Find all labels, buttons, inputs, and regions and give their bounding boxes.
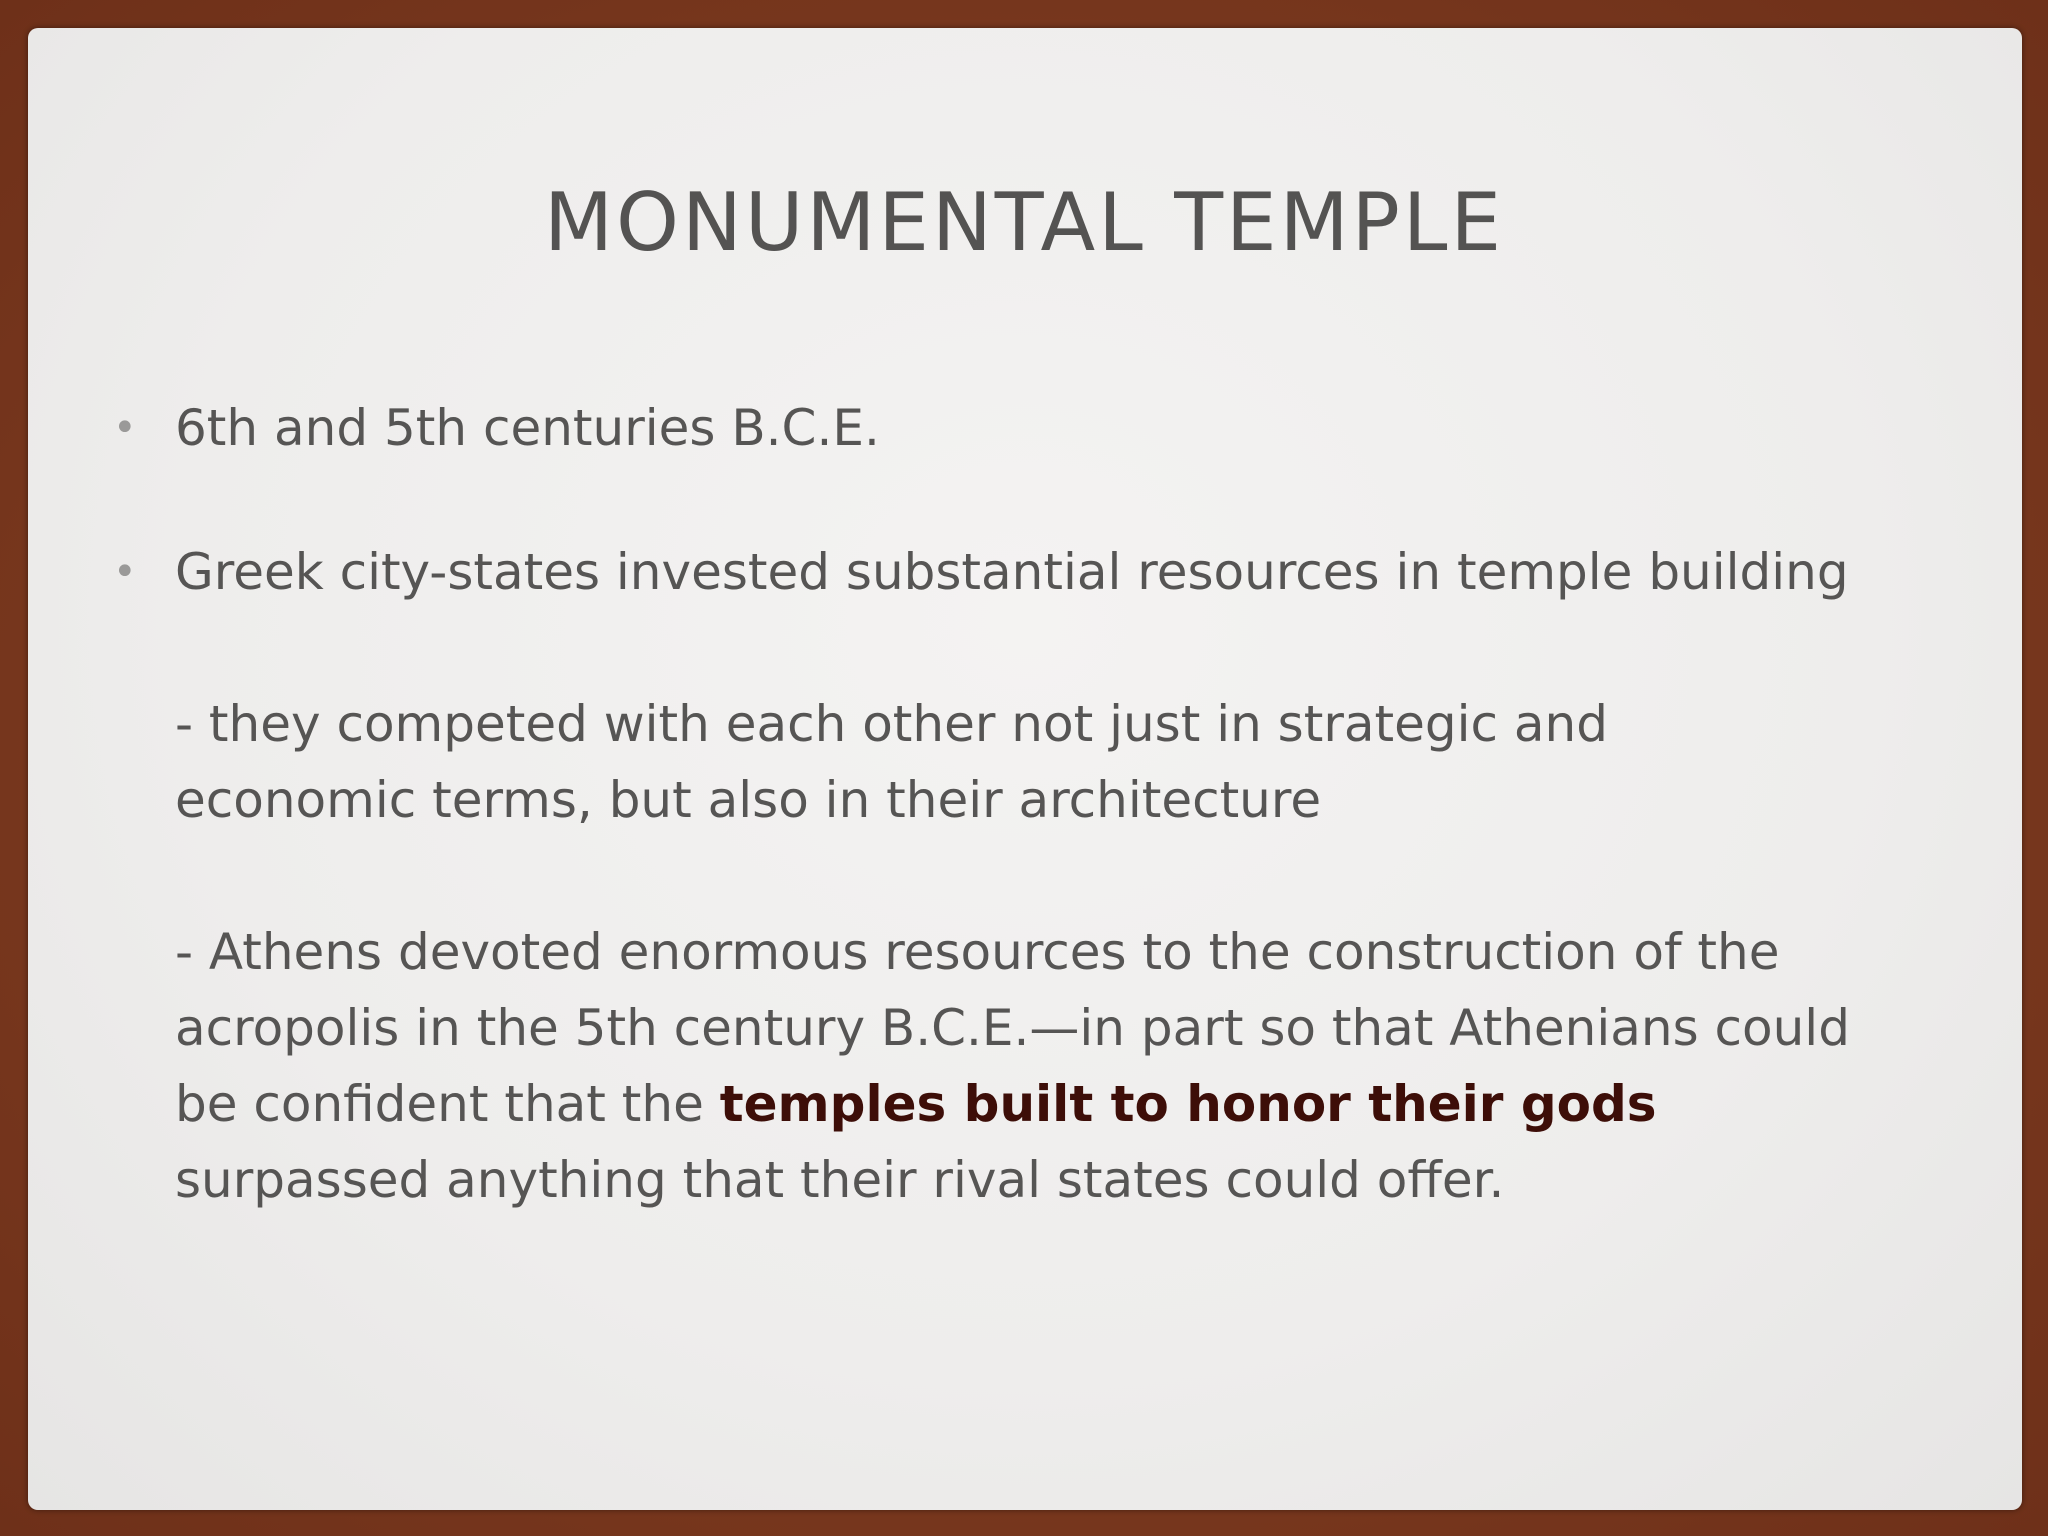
sub-point-text: - they competed with each other not just in strategic and economic terms, but also in their architecture bbox=[175, 695, 1608, 829]
sub-point-text-after: surpassed anything that their rival states could offer. bbox=[175, 1151, 1505, 1209]
bullet-item bbox=[113, 534, 1955, 610]
sub-point-athens bbox=[175, 914, 1875, 1218]
sub-point-text-before: - Athens devoted enormous resources to the construction of the acropolis in the 5th century B.C.E.—in part so that Athenians could be confident that the bbox=[175, 923, 1850, 1133]
slide-body bbox=[113, 390, 1955, 1294]
emphasized-text: temples built to honor their gods bbox=[719, 1075, 1657, 1133]
bullet-dot-icon: • bbox=[113, 549, 137, 595]
bullet-dot-icon: • bbox=[113, 405, 137, 451]
bullet-text: Greek city-states invested substantial resources in temple building bbox=[175, 543, 1849, 601]
sub-point-competition bbox=[175, 686, 1705, 838]
bullet-text: 6th and 5th centuries B.C.E. bbox=[175, 399, 880, 457]
slide-title: MONUMENTAL TEMPLE bbox=[544, 176, 1504, 269]
bullet-item bbox=[113, 390, 1955, 466]
